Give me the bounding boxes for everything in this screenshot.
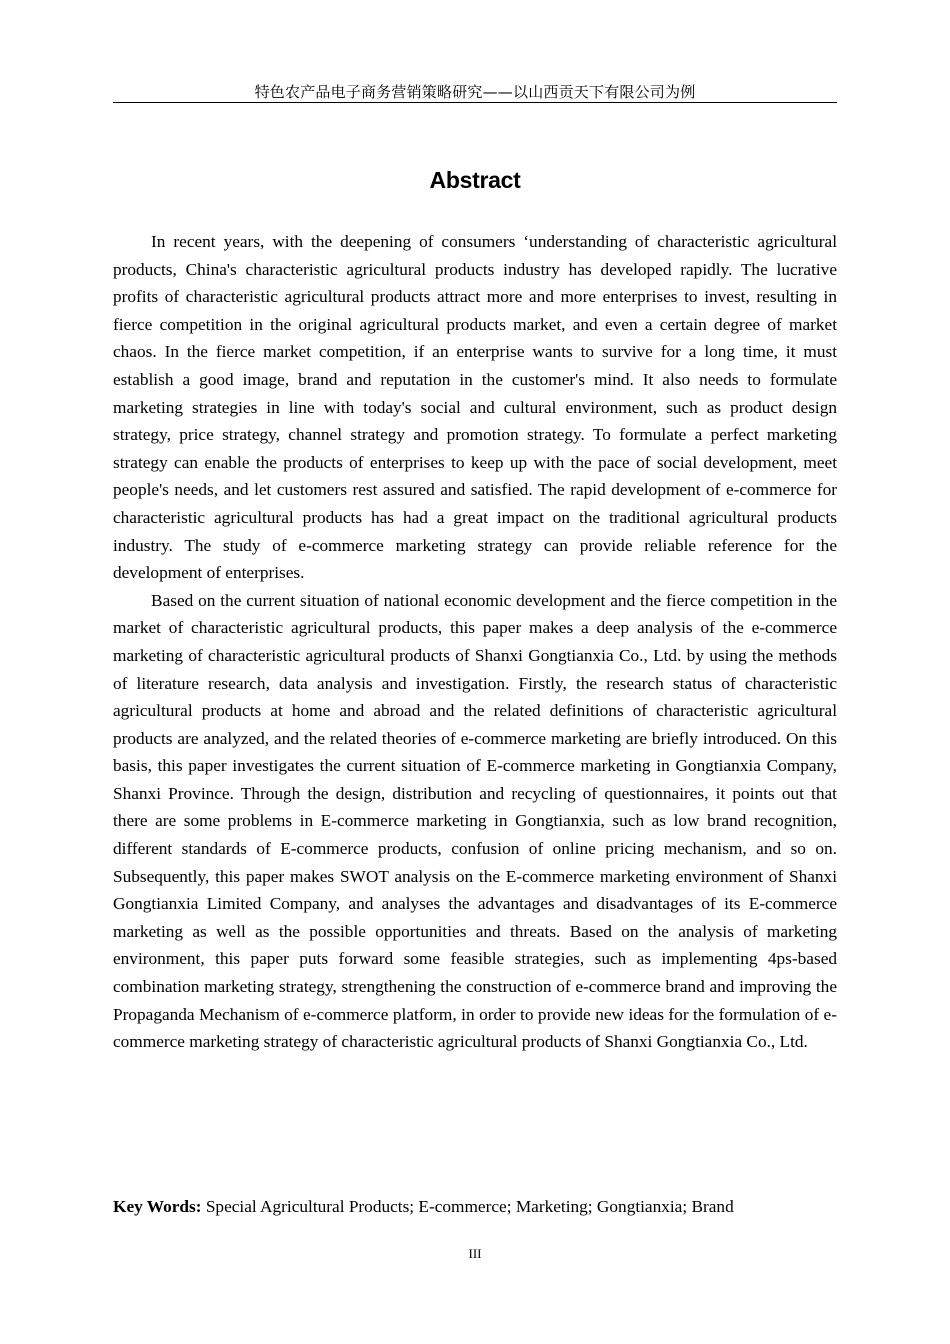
- abstract-title: Abstract: [429, 167, 521, 193]
- running-header: 特色农产品电子商务营销策略研究——以山西贡天下有限公司为例: [254, 83, 696, 101]
- abstract-paragraph-2: Based on the current situation of national economic development and the fierce competition in the market of characteristic agricultural products, this paper makes a deep analysis of the e-commerce marketing of characteristic agricultural products of Shanxi Gongtianxia Co., Ltd. by using the methods of literature research, data analysis and investigation. Firstly, the research status of characteristic agricultural products at home and abroad and the related definitions of characteristic agricultural products are analyzed, and the related theories of e-commerce marketing are briefly introduced. On this basis, this paper investigates the current situation of E-commerce marketing in Gongtianxia Company, Shanxi Province. Through the design, distribution and recycling of questionnaires, it points out that there are some problems in E-commerce marketing in Gongtianxia, such as low brand recognition, different standards of E-commerce products, confusion of online pricing mechanism, and so on. Subsequently, this paper makes SWOT analysis on the E-commerce marketing environment of Shanxi Gongtianxia Limited Company, and analyses the advantages and disadvantages of its E-commerce marketing as well as the possible opportunities and threats. Based on the analysis of marketing environment, this paper puts forward some feasible strategies, such as implementing 4ps-based combination marketing strategy, strengthening the construction of e-commerce brand and improving the Propaganda Mechanism of e-commerce platform, in order to provide new ideas for the formulation of e-commerce marketing strategy of characteristic agricultural products of Shanxi Gongtianxia Co., Ltd.: [113, 590, 837, 1052]
- keywords-line: [113, 1193, 837, 1221]
- keywords-list: Special Agricultural Products; E-commerce; Marketing; Gongtianxia; Brand: [205, 1197, 734, 1216]
- header-rule: [113, 102, 837, 103]
- abstract-body: [113, 228, 837, 1056]
- abstract-paragraph-1: In recent years, with the deepening of consumers ‘understanding of characteristic agricultural products, China's characteristic agricultural products industry has developed rapidly. The lucrative profits of characteristic agricultural products attract more and more enterprises to invest, resulting in fierce competition in the original agricultural products market, and even a certain degree of market chaos. In the fierce market competition, if an enterprise wants to survive for a long time, it must establish a good image, brand and reputation in the customer's mind. It also needs to formulate marketing strategies in line with today's social and cultural environment, such as product design strategy, price strategy, channel strategy and promotion strategy. To formulate a perfect marketing strategy can enable the products of enterprises to keep up with the pace of social development, meet people's needs, and let customers rest assured and satisfied. The rapid development of e-commerce for characteristic agricultural products has had a great impact on the traditional agricultural products industry. The study of e-commerce marketing strategy can provide reliable reference for the development of enterprises.: [113, 232, 837, 583]
- keywords-label: Key Words:: [113, 1197, 206, 1216]
- page-number: III: [468, 1246, 482, 1261]
